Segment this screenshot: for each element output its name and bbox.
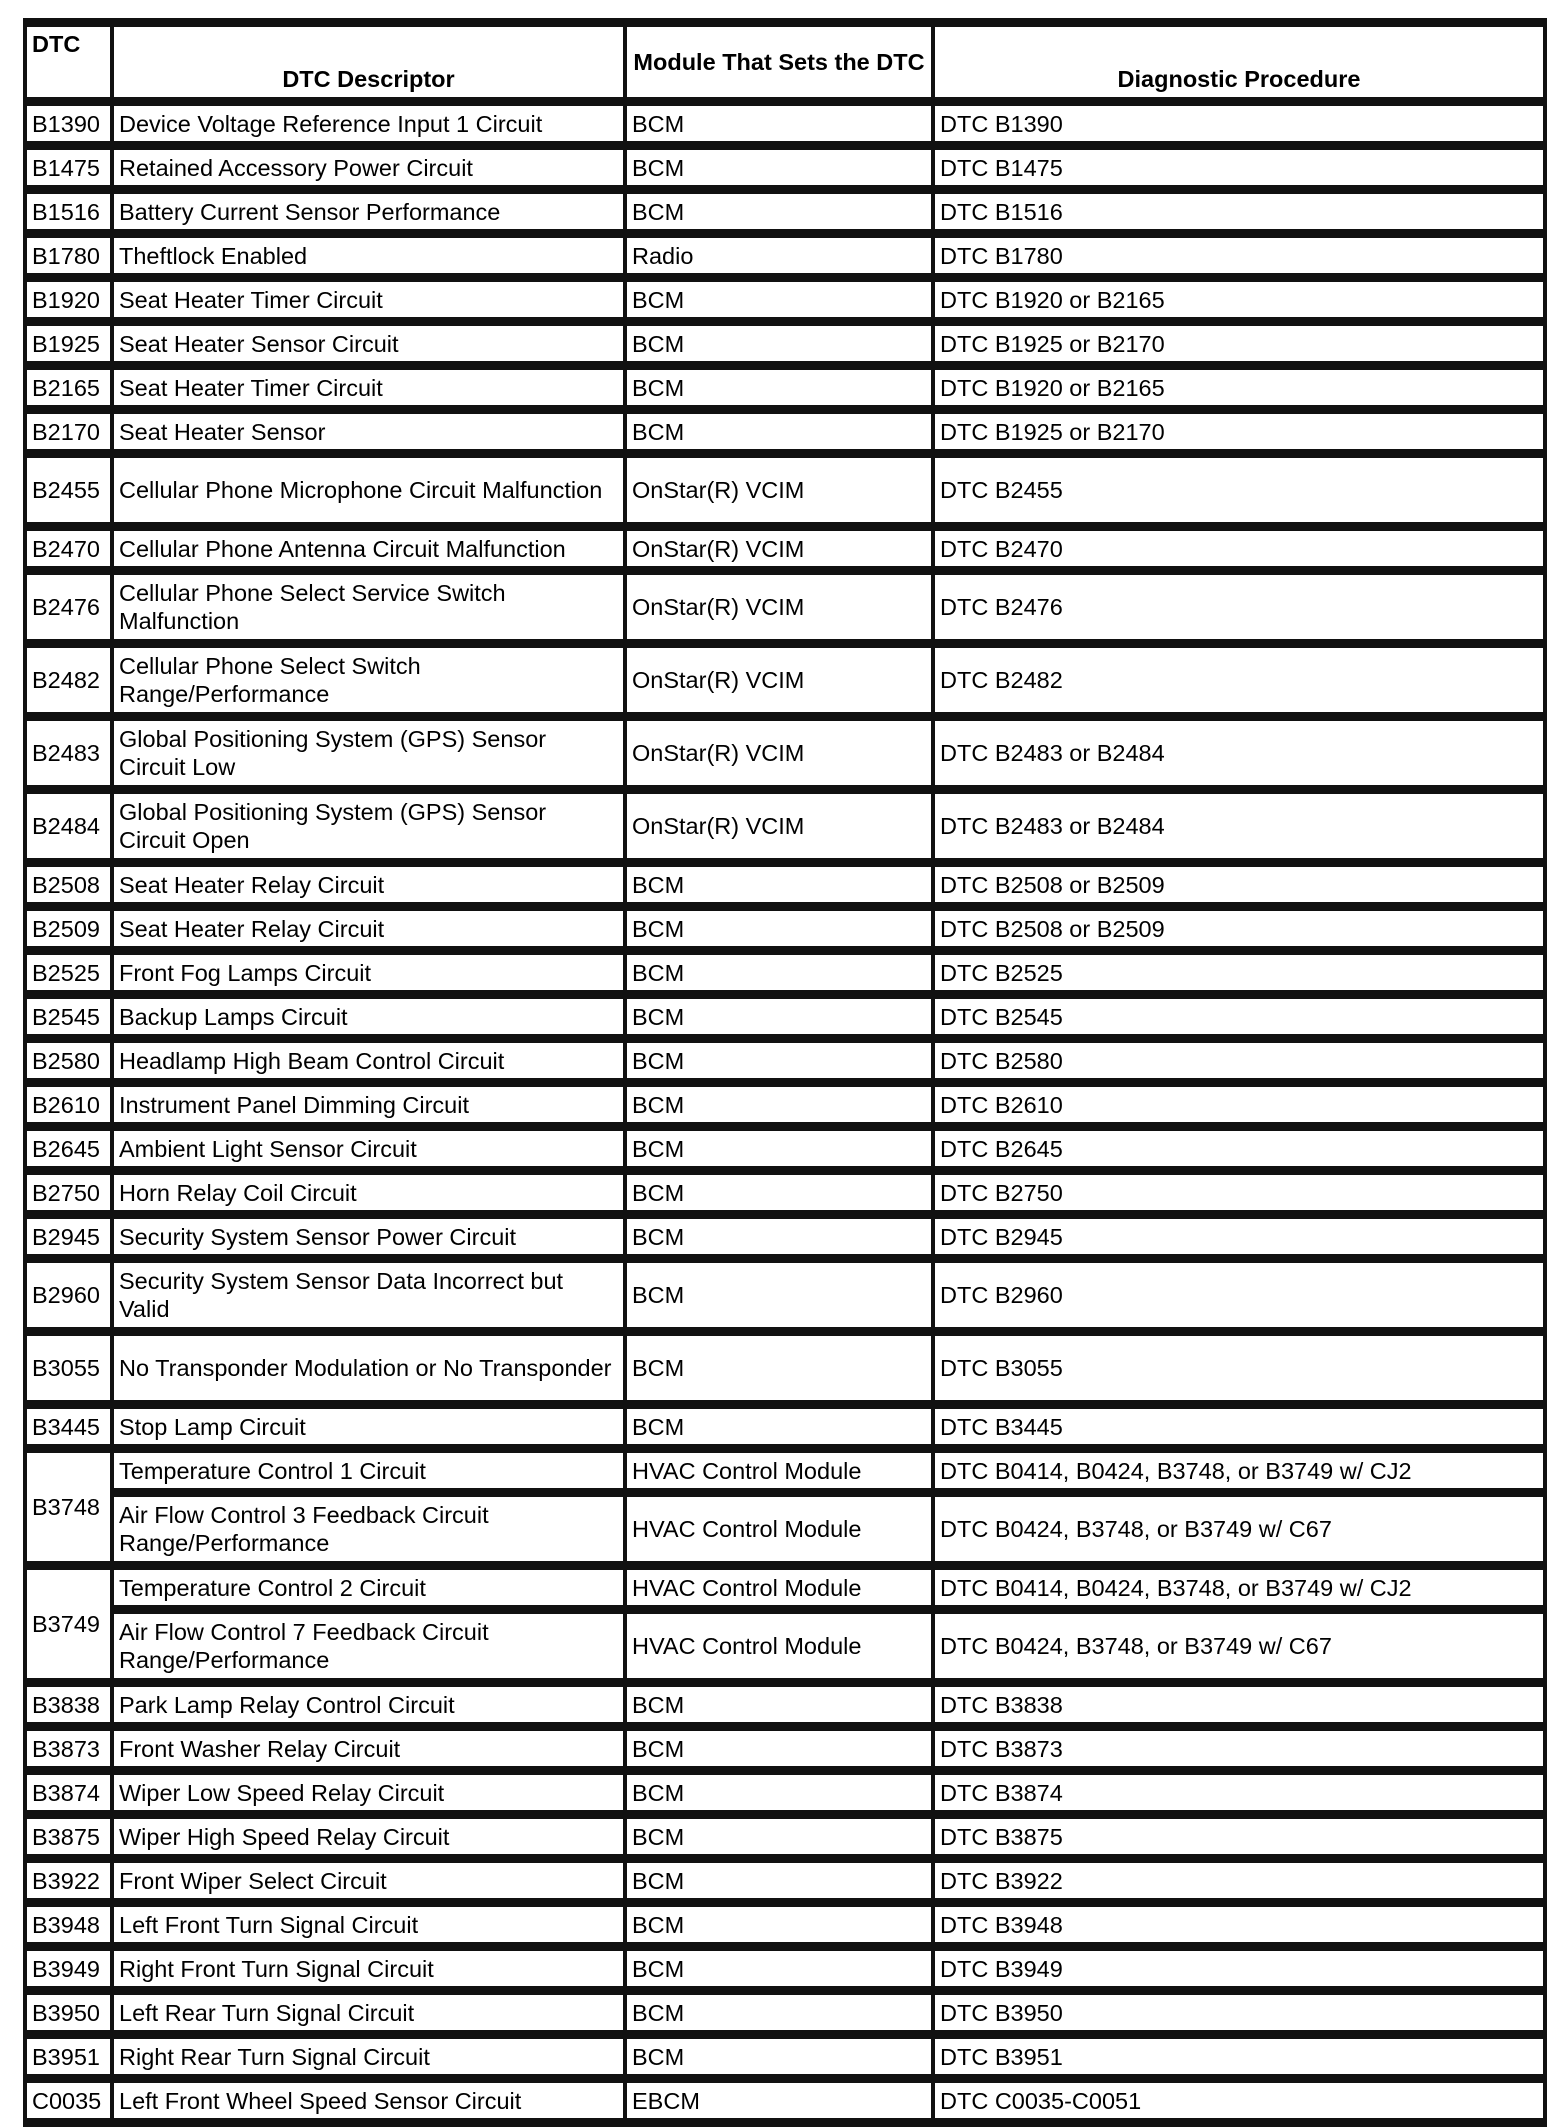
dtc-descriptor-cell: Front Washer Relay Circuit: [112, 1729, 625, 1768]
dtc-code-cell: B2545: [25, 997, 112, 1036]
module-cell: OnStar(R) VCIM: [625, 573, 933, 641]
module-cell: BCM: [625, 324, 933, 363]
diagnostic-procedure-cell: DTC B2483 or B2484: [933, 792, 1545, 860]
dtc-code-cell: B1780: [25, 236, 112, 275]
dtc-descriptor-cell: Cellular Phone Microphone Circuit Malfunction: [112, 456, 625, 524]
module-cell: BCM: [625, 1173, 933, 1212]
dtc-code-cell: B3874: [25, 1773, 112, 1812]
module-cell: HVAC Control Module: [625, 1568, 933, 1607]
diagnostic-procedure-cell: DTC B1925 or B2170: [933, 324, 1545, 363]
dtc-code-cell: B2483: [25, 719, 112, 787]
diagnostic-procedure-cell: DTC B3055: [933, 1334, 1545, 1402]
table-row: [25, 1817, 1545, 1856]
module-cell: BCM: [625, 1861, 933, 1900]
dtc-descriptor-cell: Park Lamp Relay Control Circuit: [112, 1685, 625, 1724]
module-cell: OnStar(R) VCIM: [625, 529, 933, 568]
diagnostic-procedure-cell: DTC B2580: [933, 1041, 1545, 1080]
table-row: [25, 1861, 1545, 1900]
header-row: [25, 25, 1545, 99]
module-cell: BCM: [625, 1407, 933, 1446]
dtc-descriptor-cell: Left Front Wheel Speed Sensor Circuit: [112, 2081, 625, 2120]
dtc-code-cell: B3948: [25, 1905, 112, 1944]
dtc-descriptor-cell: Left Rear Turn Signal Circuit: [112, 1993, 625, 2032]
dtc-descriptor-cell: Wiper High Speed Relay Circuit: [112, 1817, 625, 1856]
dtc-code-cell: B1920: [25, 280, 112, 319]
table-row: [25, 792, 1545, 860]
diagnostic-procedure-cell: DTC B3922: [933, 1861, 1545, 1900]
table-row: [25, 1993, 1545, 2032]
dtc-descriptor-cell: Seat Heater Timer Circuit: [112, 368, 625, 407]
table-row: [25, 953, 1545, 992]
dtc-table: [23, 18, 1547, 2127]
dtc-descriptor-cell: Instrument Panel Dimming Circuit: [112, 1085, 625, 1124]
module-cell: BCM: [625, 1905, 933, 1944]
table-row: [25, 1568, 1545, 1607]
dtc-code-cell: B3748: [25, 1451, 112, 1563]
table-row: [25, 324, 1545, 363]
table-row: [25, 1949, 1545, 1988]
table-row: [25, 1085, 1545, 1124]
module-cell: BCM: [625, 909, 933, 948]
dtc-code-cell: B2170: [25, 412, 112, 451]
dtc-descriptor-cell: Security System Sensor Power Circuit: [112, 1217, 625, 1256]
dtc-code-cell: B2509: [25, 909, 112, 948]
table-row: [25, 1905, 1545, 1944]
table-row: [25, 1407, 1545, 1446]
dtc-code-cell: B2482: [25, 646, 112, 714]
module-cell: OnStar(R) VCIM: [625, 792, 933, 860]
dtc-descriptor-cell: Right Front Turn Signal Circuit: [112, 1949, 625, 1988]
dtc-descriptor-cell: Backup Lamps Circuit: [112, 997, 625, 1036]
diagnostic-procedure-cell: DTC B1920 or B2165: [933, 368, 1545, 407]
dtc-code-cell: B3445: [25, 1407, 112, 1446]
table-row: [25, 412, 1545, 451]
module-cell: BCM: [625, 280, 933, 319]
diagnostic-procedure-cell: DTC C0035-C0051: [933, 2081, 1545, 2120]
dtc-code-cell: B2455: [25, 456, 112, 524]
diagnostic-procedure-cell: DTC B2470: [933, 529, 1545, 568]
dtc-code-cell: B2945: [25, 1217, 112, 1256]
module-cell: BCM: [625, 192, 933, 231]
module-cell: BCM: [625, 148, 933, 187]
module-cell: BCM: [625, 865, 933, 904]
dtc-code-cell: B3749: [25, 1568, 112, 1680]
table-row: [25, 997, 1545, 1036]
dtc-code-cell: B1516: [25, 192, 112, 231]
dtc-code-cell: B1925: [25, 324, 112, 363]
table-row: [25, 2037, 1545, 2076]
module-cell: Radio: [625, 236, 933, 275]
dtc-code-cell: B2470: [25, 529, 112, 568]
module-cell: HVAC Control Module: [625, 1612, 933, 1680]
diagnostic-procedure-cell: DTC B3838: [933, 1685, 1545, 1724]
table-row: [25, 1612, 1545, 1680]
dtc-code-cell: C0035: [25, 2081, 112, 2120]
table-row: [25, 1729, 1545, 1768]
module-cell: BCM: [625, 1949, 933, 1988]
table-row: [25, 236, 1545, 275]
module-cell: BCM: [625, 1041, 933, 1080]
dtc-code-cell: B2750: [25, 1173, 112, 1212]
diagnostic-procedure-cell: DTC B2482: [933, 646, 1545, 714]
dtc-code-cell: B3838: [25, 1685, 112, 1724]
table-row: [25, 1451, 1545, 1490]
dtc-descriptor-cell: Ambient Light Sensor Circuit: [112, 1129, 625, 1168]
diagnostic-procedure-cell: DTC B3948: [933, 1905, 1545, 1944]
dtc-descriptor-cell: Global Positioning System (GPS) Sensor Circuit Low: [112, 719, 625, 787]
module-cell: BCM: [625, 997, 933, 1036]
module-cell: BCM: [625, 1261, 933, 1329]
diagnostic-procedure-cell: DTC B0424, B3748, or B3749 w/ C67: [933, 1612, 1545, 1680]
dtc-descriptor-cell: Right Rear Turn Signal Circuit: [112, 2037, 625, 2076]
dtc-descriptor-cell: Seat Heater Timer Circuit: [112, 280, 625, 319]
module-cell: HVAC Control Module: [625, 1451, 933, 1490]
diagnostic-procedure-cell: DTC B2960: [933, 1261, 1545, 1329]
dtc-code-cell: B1390: [25, 104, 112, 143]
diagnostic-procedure-cell: DTC B1925 or B2170: [933, 412, 1545, 451]
diagnostic-procedure-cell: DTC B3445: [933, 1407, 1545, 1446]
diagnostic-procedure-cell: DTC B2525: [933, 953, 1545, 992]
table-row: [25, 192, 1545, 231]
dtc-descriptor-cell: Front Fog Lamps Circuit: [112, 953, 625, 992]
module-cell: BCM: [625, 1993, 933, 2032]
dtc-descriptor-cell: Air Flow Control 3 Feedback Circuit Range/Performance: [112, 1495, 625, 1563]
diagnostic-procedure-cell: DTC B2645: [933, 1129, 1545, 1168]
dtc-descriptor-cell: Horn Relay Coil Circuit: [112, 1173, 625, 1212]
dtc-descriptor-cell: Cellular Phone Select Service Switch Malfunction: [112, 573, 625, 641]
diagnostic-procedure-cell: DTC B2610: [933, 1085, 1545, 1124]
table-row: [25, 104, 1545, 143]
dtc-descriptor-cell: Retained Accessory Power Circuit: [112, 148, 625, 187]
table-row: [25, 1773, 1545, 1812]
dtc-code-cell: B2580: [25, 1041, 112, 1080]
dtc-descriptor-cell: Stop Lamp Circuit: [112, 1407, 625, 1446]
dtc-descriptor-cell: Device Voltage Reference Input 1 Circuit: [112, 104, 625, 143]
dtc-code-cell: B2476: [25, 573, 112, 641]
table-row: [25, 368, 1545, 407]
module-cell: BCM: [625, 1729, 933, 1768]
header-procedure: Diagnostic Procedure: [933, 25, 1545, 99]
table-row: [25, 1495, 1545, 1563]
table-row: [25, 280, 1545, 319]
module-cell: BCM: [625, 412, 933, 451]
dtc-descriptor-cell: No Transponder Modulation or No Transponder: [112, 1334, 625, 1402]
dtc-descriptor-cell: Security System Sensor Data Incorrect but Valid: [112, 1261, 625, 1329]
dtc-descriptor-cell: Theftlock Enabled: [112, 236, 625, 275]
module-cell: BCM: [625, 953, 933, 992]
dtc-code-cell: B3873: [25, 1729, 112, 1768]
diagnostic-procedure-cell: DTC B0414, B0424, B3748, or B3749 w/ CJ2: [933, 1568, 1545, 1607]
diagnostic-procedure-cell: DTC B3950: [933, 1993, 1545, 2032]
dtc-descriptor-cell: Global Positioning System (GPS) Sensor Circuit Open: [112, 792, 625, 860]
diagnostic-procedure-cell: DTC B2945: [933, 1217, 1545, 1256]
module-cell: BCM: [625, 1773, 933, 1812]
module-cell: BCM: [625, 1129, 933, 1168]
diagnostic-procedure-cell: DTC B2508 or B2509: [933, 909, 1545, 948]
module-cell: BCM: [625, 104, 933, 143]
table-row: [25, 573, 1545, 641]
table-row: [25, 1173, 1545, 1212]
dtc-descriptor-cell: Air Flow Control 7 Feedback Circuit Range/Performance: [112, 1612, 625, 1680]
table-row: [25, 1129, 1545, 1168]
table-row: [25, 1334, 1545, 1402]
dtc-descriptor-cell: Wiper Low Speed Relay Circuit: [112, 1773, 625, 1812]
dtc-code-cell: B3922: [25, 1861, 112, 1900]
table-row: [25, 646, 1545, 714]
dtc-descriptor-cell: Temperature Control 1 Circuit: [112, 1451, 625, 1490]
dtc-descriptor-cell: Cellular Phone Select Switch Range/Performance: [112, 646, 625, 714]
diagnostic-procedure-cell: DTC B1516: [933, 192, 1545, 231]
diagnostic-procedure-cell: DTC B2750: [933, 1173, 1545, 1212]
module-cell: BCM: [625, 1817, 933, 1856]
diagnostic-procedure-cell: DTC B2545: [933, 997, 1545, 1036]
dtc-code-cell: B3950: [25, 1993, 112, 2032]
dtc-descriptor-cell: Left Front Turn Signal Circuit: [112, 1905, 625, 1944]
module-cell: OnStar(R) VCIM: [625, 646, 933, 714]
module-cell: BCM: [625, 1085, 933, 1124]
table-header: [25, 25, 1545, 99]
diagnostic-procedure-cell: DTC B2483 or B2484: [933, 719, 1545, 787]
table-row: [25, 719, 1545, 787]
diagnostic-procedure-cell: DTC B1390: [933, 104, 1545, 143]
module-cell: HVAC Control Module: [625, 1495, 933, 1563]
dtc-code-cell: B3949: [25, 1949, 112, 1988]
table-row: [25, 1041, 1545, 1080]
dtc-descriptor-cell: Seat Heater Relay Circuit: [112, 865, 625, 904]
diagnostic-procedure-cell: DTC B0414, B0424, B3748, or B3749 w/ CJ2: [933, 1451, 1545, 1490]
dtc-descriptor-cell: Battery Current Sensor Performance: [112, 192, 625, 231]
diagnostic-procedure-cell: DTC B1475: [933, 148, 1545, 187]
dtc-code-cell: B2165: [25, 368, 112, 407]
dtc-code-cell: B2960: [25, 1261, 112, 1329]
dtc-descriptor-cell: Seat Heater Relay Circuit: [112, 909, 625, 948]
diagnostic-procedure-cell: DTC B1780: [933, 236, 1545, 275]
module-cell: BCM: [625, 1685, 933, 1724]
module-cell: BCM: [625, 1217, 933, 1256]
module-cell: OnStar(R) VCIM: [625, 456, 933, 524]
diagnostic-procedure-cell: DTC B3873: [933, 1729, 1545, 1768]
table-row: [25, 1685, 1545, 1724]
table-row: [25, 529, 1545, 568]
dtc-code-cell: B2508: [25, 865, 112, 904]
table-row: [25, 865, 1545, 904]
table-row: [25, 2081, 1545, 2120]
table-row: [25, 1261, 1545, 1329]
dtc-code-cell: B2484: [25, 792, 112, 860]
dtc-descriptor-cell: Front Wiper Select Circuit: [112, 1861, 625, 1900]
table-row: [25, 148, 1545, 187]
table-row: [25, 909, 1545, 948]
diagnostic-procedure-cell: DTC B0424, B3748, or B3749 w/ C67: [933, 1495, 1545, 1563]
dtc-code-cell: B3055: [25, 1334, 112, 1402]
dtc-descriptor-cell: Cellular Phone Antenna Circuit Malfunction: [112, 529, 625, 568]
header-module: Module That Sets the DTC: [625, 25, 933, 99]
diagnostic-procedure-cell: DTC B3874: [933, 1773, 1545, 1812]
diagnostic-procedure-cell: DTC B2455: [933, 456, 1545, 524]
module-cell: OnStar(R) VCIM: [625, 719, 933, 787]
diagnostic-procedure-cell: DTC B3951: [933, 2037, 1545, 2076]
dtc-code-cell: B2645: [25, 1129, 112, 1168]
dtc-descriptor-cell: Temperature Control 2 Circuit: [112, 1568, 625, 1607]
diagnostic-procedure-cell: DTC B2508 or B2509: [933, 865, 1545, 904]
table-row: [25, 456, 1545, 524]
module-cell: BCM: [625, 1334, 933, 1402]
dtc-descriptor-cell: Seat Heater Sensor Circuit: [112, 324, 625, 363]
dtc-code-cell: B2610: [25, 1085, 112, 1124]
diagnostic-procedure-cell: DTC B3875: [933, 1817, 1545, 1856]
dtc-descriptor-cell: Headlamp High Beam Control Circuit: [112, 1041, 625, 1080]
dtc-code-cell: B3951: [25, 2037, 112, 2076]
module-cell: BCM: [625, 2037, 933, 2076]
diagnostic-procedure-cell: DTC B3949: [933, 1949, 1545, 1988]
header-dtc: DTC: [25, 25, 112, 99]
module-cell: EBCM: [625, 2081, 933, 2120]
dtc-code-cell: B2525: [25, 953, 112, 992]
table-body: [25, 104, 1545, 2120]
dtc-code-cell: B1475: [25, 148, 112, 187]
dtc-code-cell: B3875: [25, 1817, 112, 1856]
table-row: [25, 1217, 1545, 1256]
diagnostic-procedure-cell: DTC B2476: [933, 573, 1545, 641]
dtc-descriptor-cell: Seat Heater Sensor: [112, 412, 625, 451]
module-cell: BCM: [625, 368, 933, 407]
header-descriptor: DTC Descriptor: [112, 25, 625, 99]
diagnostic-procedure-cell: DTC B1920 or B2165: [933, 280, 1545, 319]
